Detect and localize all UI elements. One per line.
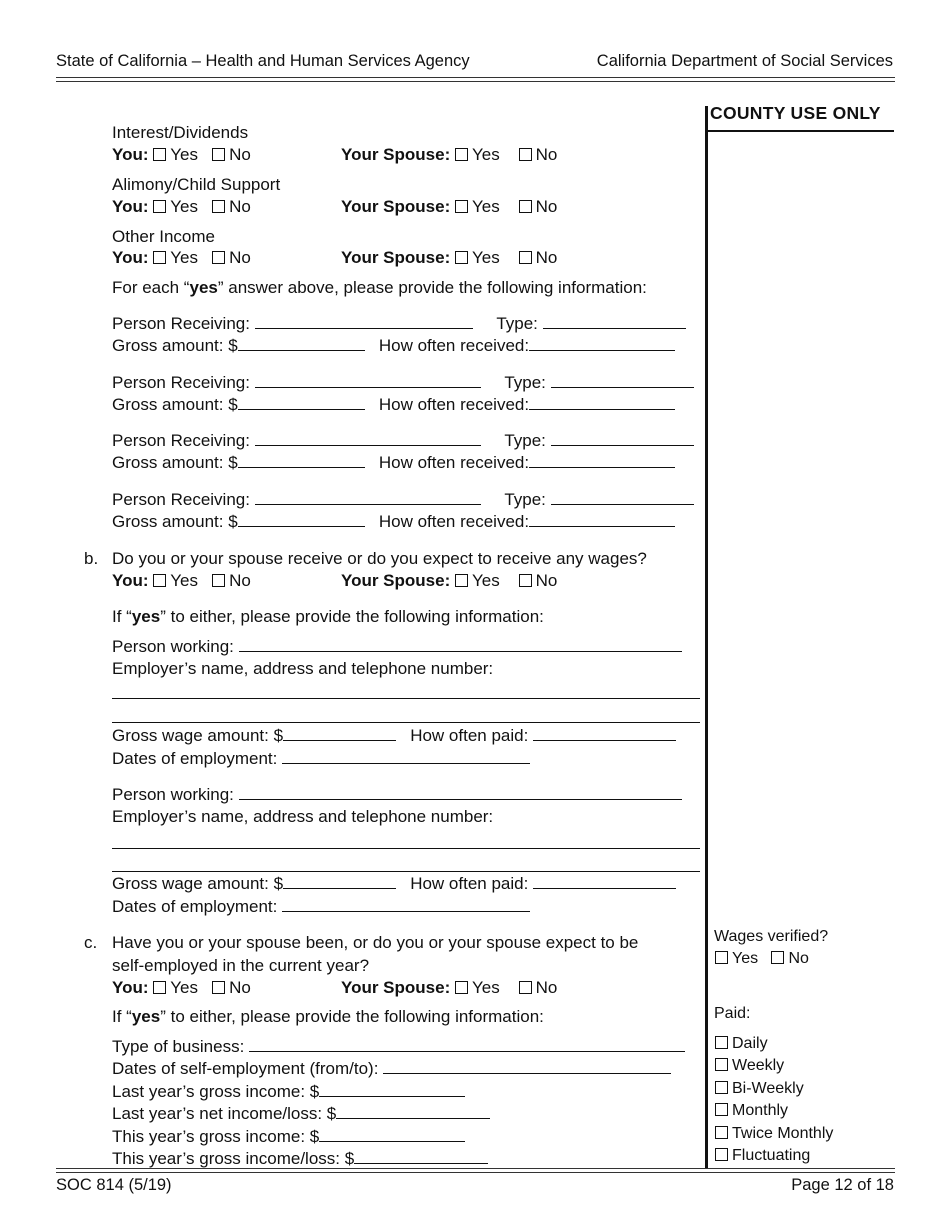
paid-option-monthly: Monthly [715,1100,788,1122]
county-use-only-heading: COUNTY USE ONLY [710,103,881,123]
type-business-field[interactable] [249,1036,685,1052]
person-working-field[interactable] [239,636,682,652]
wages-verified-label: Wages verified? [714,928,829,945]
you-no-checkbox[interactable] [212,251,225,264]
gross-amount-field[interactable] [238,335,365,351]
gross-row: Gross amount: $ How often received: [112,511,675,533]
last-net-row: Last year’s net income/loss: $ [112,1103,490,1125]
spouse-yes-checkbox[interactable] [455,200,468,213]
header-rule-2 [56,81,895,82]
how-often-received-field[interactable] [529,335,675,351]
person-receiving-field[interactable] [255,372,481,388]
footer-page-number: Page 12 of 18 [791,1176,894,1194]
paid-option-weekly: Weekly [715,1055,784,1077]
section-c-if-yes: If “yes” to either, please provide the following information: [112,1007,544,1026]
section-c-question-line2: self-employed in the current year? [112,956,370,975]
you-no-checkbox[interactable] [212,981,225,994]
paid-monthly-checkbox[interactable] [715,1103,728,1116]
header-rule-1 [56,77,895,78]
other-spouse-row: Your Spouse: Yes No [341,248,558,267]
gross-amount-field[interactable] [238,452,365,468]
paid-daily-checkbox[interactable] [715,1036,728,1049]
person-receiving-field[interactable] [255,489,481,505]
last-net-field[interactable] [336,1103,490,1119]
spouse-no-checkbox[interactable] [519,251,532,264]
county-heading-rule [708,130,894,132]
receiving-row: Person Receiving: Type: [112,489,694,511]
other-yes-no-row: You: Yes No [112,248,251,267]
this-gross-loss-row: This year’s gross income/loss: $ [112,1148,488,1170]
type-field[interactable] [551,372,694,388]
person-receiving-field[interactable] [255,430,481,446]
alimony-spouse-row: Your Spouse: Yes No [341,197,558,216]
you-yes-checkbox[interactable] [153,200,166,213]
type-field[interactable] [551,430,694,446]
person-receiving-field[interactable] [255,313,473,329]
header-agency: State of California – Health and Human Services Agency [56,52,470,70]
person-working-row: Person working: [112,784,682,806]
you-yes-checkbox[interactable] [153,148,166,161]
section-b-if-yes: If “yes” to either, please provide the following information: [112,607,544,626]
paid-option-biweekly: Bi-Weekly [715,1078,804,1100]
dates-employment-row: Dates of employment: [112,896,530,918]
type-field[interactable] [543,313,686,329]
footer-rule-1 [56,1168,895,1169]
dates-employment-row: Dates of employment: [112,748,530,770]
how-often-paid-field[interactable] [533,873,676,889]
dates-self-row: Dates of self-employment (from/to): [112,1058,671,1080]
how-often-paid-field[interactable] [533,725,676,741]
dates-employment-field[interactable] [282,748,530,764]
spouse-yes-checkbox[interactable] [455,251,468,264]
alimony-yes-no-row: You: Yes No [112,197,251,216]
employer-label: Employer’s name, address and telephone number: [112,659,494,678]
spouse-yes-checkbox[interactable] [455,148,468,161]
receiving-row: Person Receiving: Type: [112,372,694,394]
employer-line-1[interactable] [112,848,700,849]
gross-wage-field[interactable] [283,873,396,889]
type-field[interactable] [551,489,694,505]
how-often-received-field[interactable] [529,394,675,410]
section-c-letter: c. [84,933,98,952]
dates-employment-field[interactable] [282,896,530,912]
employer-line-1[interactable] [112,698,700,699]
you-yes-checkbox[interactable] [153,574,166,587]
income-type-alimony: Alimony/Child Support [112,175,281,194]
this-gross-field[interactable] [319,1126,465,1142]
last-gross-field[interactable] [319,1081,465,1097]
spouse-no-checkbox[interactable] [519,200,532,213]
income-type-other: Other Income [112,227,215,246]
how-often-received-field[interactable] [529,511,675,527]
gross-row: Gross amount: $ How often received: [112,394,675,416]
section-b-you-row: You: Yes No [112,571,251,590]
gross-row: Gross amount: $ How often received: [112,452,675,474]
wages-verified-yes-checkbox[interactable] [715,951,728,964]
employer-label: Employer’s name, address and telephone number: [112,807,494,826]
you-no-checkbox[interactable] [212,574,225,587]
how-often-received-field[interactable] [529,452,675,468]
gross-amount-field[interactable] [238,511,365,527]
income-type-interest: Interest/Dividends [112,123,249,142]
you-no-checkbox[interactable] [212,200,225,213]
section-c-question-line1: Have you or your spouse been, or do you or your spouse expect to be [112,933,639,952]
paid-weekly-checkbox[interactable] [715,1058,728,1071]
paid-biweekly-checkbox[interactable] [715,1081,728,1094]
section-c-spouse-row: Your Spouse: Yes No [341,978,558,997]
paid-option-daily: Daily [715,1033,768,1055]
wages-verified-row: Yes No [715,948,809,970]
section-b-spouse-row: Your Spouse: Yes No [341,571,558,590]
this-gross-row: This year’s gross income: $ [112,1126,465,1148]
this-gross-loss-field[interactable] [354,1148,488,1164]
receiving-row: Person Receiving: Type: [112,313,686,335]
section-b-letter: b. [84,549,99,568]
type-business-row: Type of business: [112,1036,685,1058]
person-working-field[interactable] [239,784,682,800]
paid-fluctuating-checkbox[interactable] [715,1148,728,1161]
paid-twice-monthly-checkbox[interactable] [715,1126,728,1139]
spouse-no-checkbox[interactable] [519,981,532,994]
gross-amount-field[interactable] [238,394,365,410]
dates-self-field[interactable] [383,1058,671,1074]
employer-line-2[interactable] [112,871,700,872]
spouse-yes-checkbox[interactable] [455,574,468,587]
last-gross-row: Last year’s gross income: $ [112,1081,465,1103]
employer-line-2[interactable] [112,722,700,723]
you-yes-checkbox[interactable] [153,251,166,264]
county-column-divider [705,106,708,1168]
interest-spouse-row: Your Spouse: Yes No [341,145,558,164]
spouse-yes-checkbox[interactable] [455,981,468,994]
section-c-you-row: You: Yes No [112,978,251,997]
wages-verified-no-checkbox[interactable] [771,951,784,964]
paid-option-twice-monthly: Twice Monthly [715,1123,833,1145]
gross-wage-field[interactable] [283,725,396,741]
paid-option-fluctuating: Fluctuating [715,1145,810,1167]
paid-label: Paid: [714,1005,751,1022]
person-working-row: Person working: [112,636,682,658]
interest-yes-no-row: You: Yes No [112,145,251,164]
each-yes-instruction: For each “yes” answer above, please provide the following information: [112,278,647,297]
gross-wage-row: Gross wage amount: $ How often paid: [112,873,676,895]
receiving-row: Person Receiving: Type: [112,430,694,452]
section-b-question: Do you or your spouse receive or do you expect to receive any wages? [112,549,647,568]
footer-rule-2 [56,1172,895,1173]
header-department: California Department of Social Services [596,52,893,70]
you-no-checkbox[interactable] [212,148,225,161]
gross-wage-row: Gross wage amount: $ How often paid: [112,725,676,747]
spouse-no-checkbox[interactable] [519,148,532,161]
footer-form-id: SOC 814 (5/19) [56,1176,172,1194]
spouse-no-checkbox[interactable] [519,574,532,587]
you-yes-checkbox[interactable] [153,981,166,994]
gross-row: Gross amount: $ How often received: [112,335,675,357]
